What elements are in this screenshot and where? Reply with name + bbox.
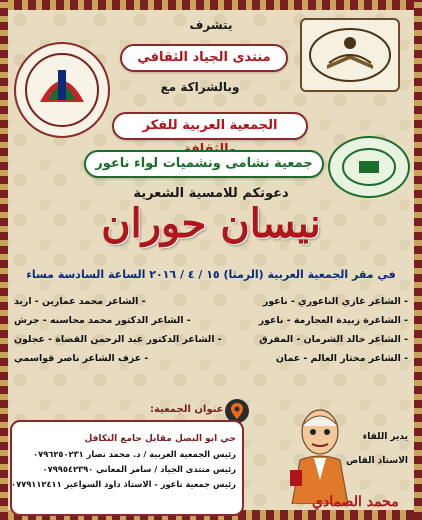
address-label: عنوان الجمعية: xyxy=(150,404,224,415)
org1-banner: منتدى الجياد الثقافي xyxy=(120,44,288,72)
poet-item: - الشاعر الدكتور محمد محاسنه - جرش xyxy=(14,315,191,326)
decorative-border-left xyxy=(0,0,8,520)
host-name: محمد الصمادي xyxy=(312,494,399,510)
partner-line: وبالشراكة مع xyxy=(160,80,240,94)
poet-item: - الشاعرة زبيدة العجارمة - ناعور xyxy=(258,315,408,326)
contact-line: رئيس منتدى الجياد / سامر المعاني ٠٧٩٩٥٤٢٣٩٠ xyxy=(42,464,236,474)
address-street: حي ابو البصل مقابل جامع التكافل xyxy=(84,434,236,444)
contact-line: رئيس جمعية ناعور - الاستاذ داود السواعير ٠٧٧٩١١٢٤١١ xyxy=(11,479,236,489)
poet-item: - الشاعر مختار العالم - عمان xyxy=(275,353,408,364)
host-caricature-image xyxy=(286,404,354,504)
org2-banner: الجمعية العربية للفكر xyxy=(112,112,308,140)
contact-line: رئيس الجمعية العربية / د. محمد نصار ٠٧٩٦٢٥٠٢٣١ xyxy=(33,449,236,459)
host-label-2: الاستاذ القاص xyxy=(346,456,408,466)
honor-line: يتشرف xyxy=(189,18,233,32)
event-venue: في مقر الجمعية العربية (الرمثا) ١٥ / ٤ / ٢٠١٦ الساعة السادسة مساء xyxy=(26,268,396,281)
poet-row xyxy=(14,349,408,368)
poet-row xyxy=(14,292,408,311)
poet-item: - الشاعر الدكتور عبد الرحمن القضاة - عجلون xyxy=(14,334,222,345)
decorative-border-top xyxy=(0,0,422,10)
poet-row xyxy=(14,330,408,349)
poet-row xyxy=(14,311,408,330)
poets-list xyxy=(14,292,408,368)
arab-association-logo xyxy=(14,42,110,138)
poet-item: - الشاعر غازي الناعوري - ناعور xyxy=(262,296,408,307)
poet-item: - عزف الشاعر ناصر قواسمي xyxy=(14,353,149,364)
org3-banner: جمعية نشامى ونشميات لواء ناعور xyxy=(84,150,324,178)
invite-line: دعوتكم للامسية الشعرية xyxy=(133,186,289,201)
poet-item: - الشاعر محمد عمارين - اربد xyxy=(14,296,146,307)
contact-box xyxy=(10,420,244,516)
host-label-1: يدير اللقاء xyxy=(362,432,408,442)
decorative-border-right xyxy=(414,0,422,520)
event-title: نيسان حوران xyxy=(101,200,321,247)
poet-item: - الشاعر خالد الشرمان - المفرق xyxy=(259,334,408,345)
